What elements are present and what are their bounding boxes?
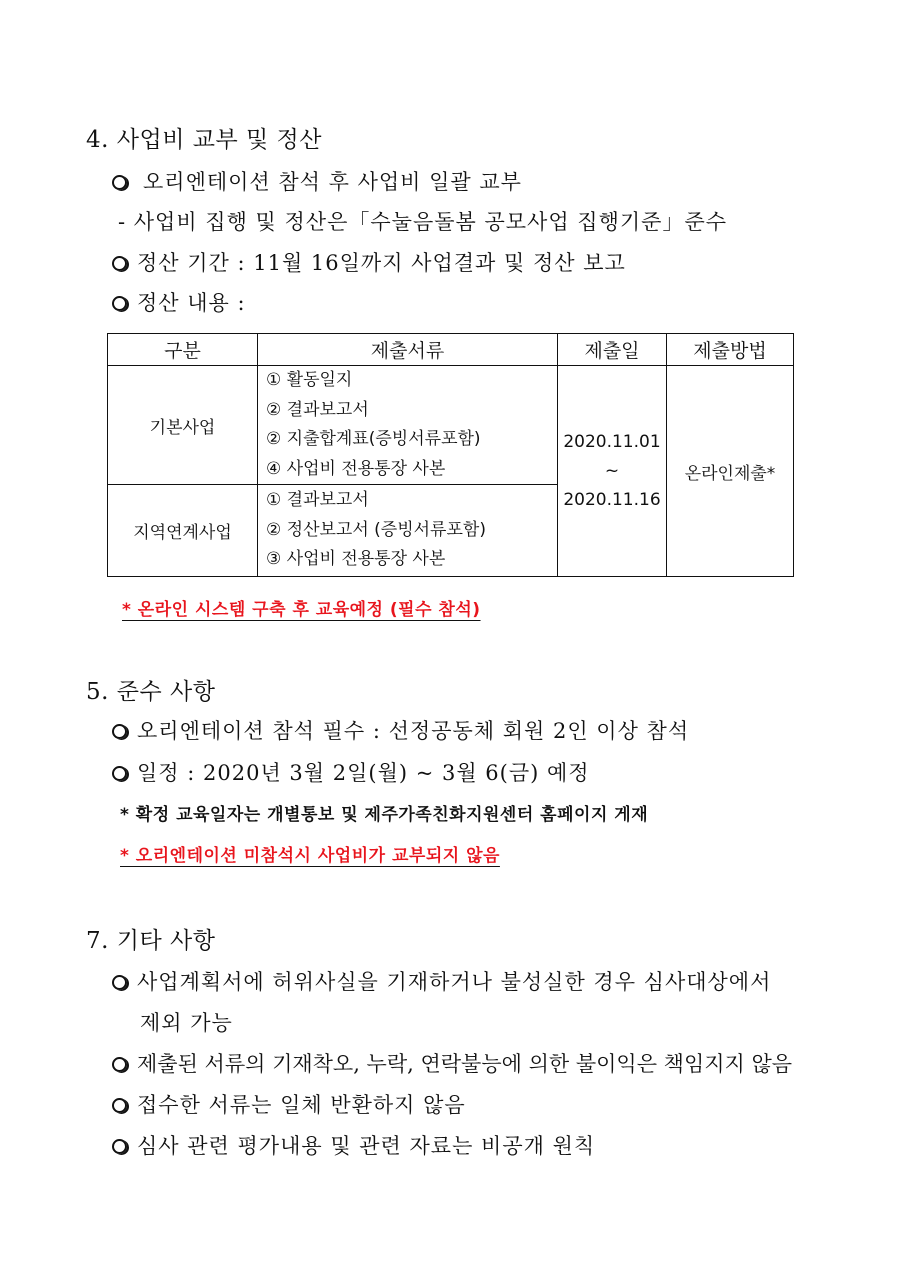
section-5-title: 5. 준수 사항 [86, 679, 216, 705]
section-7-title: 7. 기타 사항 [86, 928, 216, 954]
document-item: ② 정산보고서 (증빙서류포함) [266, 519, 486, 540]
circle-bullet-icon [112, 175, 127, 190]
table-header: 제출서류 [258, 334, 558, 366]
circle-bullet-icon [112, 724, 127, 739]
documents-cell [258, 366, 558, 485]
section-7-bullet-3: 접수한 서류는 일체 반환하지 않음 [112, 1089, 466, 1119]
circle-bullet-icon [112, 1057, 127, 1072]
section-4-bullet-1: 오리엔테이션 참석 후 사업비 일괄 교부 [112, 166, 522, 196]
date-end: 2020.11.16 [563, 489, 661, 510]
submission-date-cell [558, 366, 667, 577]
section-5-note-1: * 확정 교육일자는 개별통보 및 제주가족친화지원센터 홈페이지 게재 [120, 805, 649, 825]
settlement-table [107, 333, 794, 577]
document-item: ① 결과보고서 [266, 490, 369, 511]
documents-cell [258, 485, 558, 577]
section-4-dash-1: - 사업비 집행 및 정산은「수눌음돌봄 공모사업 집행기준」준수 [118, 210, 728, 234]
category-cell: 기본사업 [108, 366, 258, 485]
document-item: ① 활동일지 [266, 370, 353, 390]
circle-bullet-icon [112, 1139, 127, 1154]
section-7-bullet-2: 제출된 서류의 기재착오, 누락, 연락불능에 의한 불이익은 책임지지 않음 [112, 1048, 792, 1078]
date-separator: ~ [604, 460, 620, 481]
table-header: 구분 [108, 334, 258, 366]
date-start: 2020.11.01 [563, 431, 661, 452]
section-7-bullet-1: 사업계획서에 허위사실을 기재하거나 불성실한 경우 심사대상에서 [112, 966, 771, 996]
circle-bullet-icon [112, 766, 127, 781]
document-item: ② 지출합계표(증빙서류포함) [266, 429, 481, 449]
circle-bullet-icon [112, 975, 127, 990]
table-header: 제출일 [558, 334, 667, 366]
section-4-title: 4. 사업비 교부 및 정산 [86, 127, 322, 153]
table-row [108, 366, 794, 485]
document-item: ③ 사업비 전용통장 사본 [266, 549, 446, 570]
circle-bullet-icon [112, 296, 127, 311]
section-5-bullet-2: 일정 : 2020년 3월 2일(월) ~ 3월 6(금) 예정 [112, 757, 590, 787]
table-header: 제출방법 [667, 334, 794, 366]
section-4-bullet-2: 정산 기간 : 11월 16일까지 사업결과 및 정산 보고 [112, 247, 626, 277]
table-header-row [108, 334, 794, 366]
section-4-bullet-3: 정산 내용 : [112, 287, 246, 317]
circle-bullet-icon [112, 256, 127, 271]
section-5-bullet-1: 오리엔테이션 참석 필수 : 선정공동체 회원 2인 이상 참석 [112, 715, 689, 745]
section-7-bullet-4: 심사 관련 평가내용 및 관련 자료는 비공개 원칙 [112, 1130, 595, 1160]
category-cell: 지역연계사업 [108, 485, 258, 577]
document-item: ② 결과보고서 [266, 399, 369, 420]
section-5-note-2: * 오리엔테이션 미참석시 사업비가 교부되지 않음 [120, 846, 500, 866]
document-item: ④ 사업비 전용통장 사본 [266, 458, 446, 479]
submission-method-cell: 온라인제출* [667, 366, 794, 577]
circle-bullet-icon [112, 1098, 127, 1113]
section-4-note: * 온라인 시스템 구축 후 교육예정 (필수 참석) [122, 600, 481, 620]
section-7-bullet-1-continued: 제외 가능 [140, 1011, 233, 1035]
